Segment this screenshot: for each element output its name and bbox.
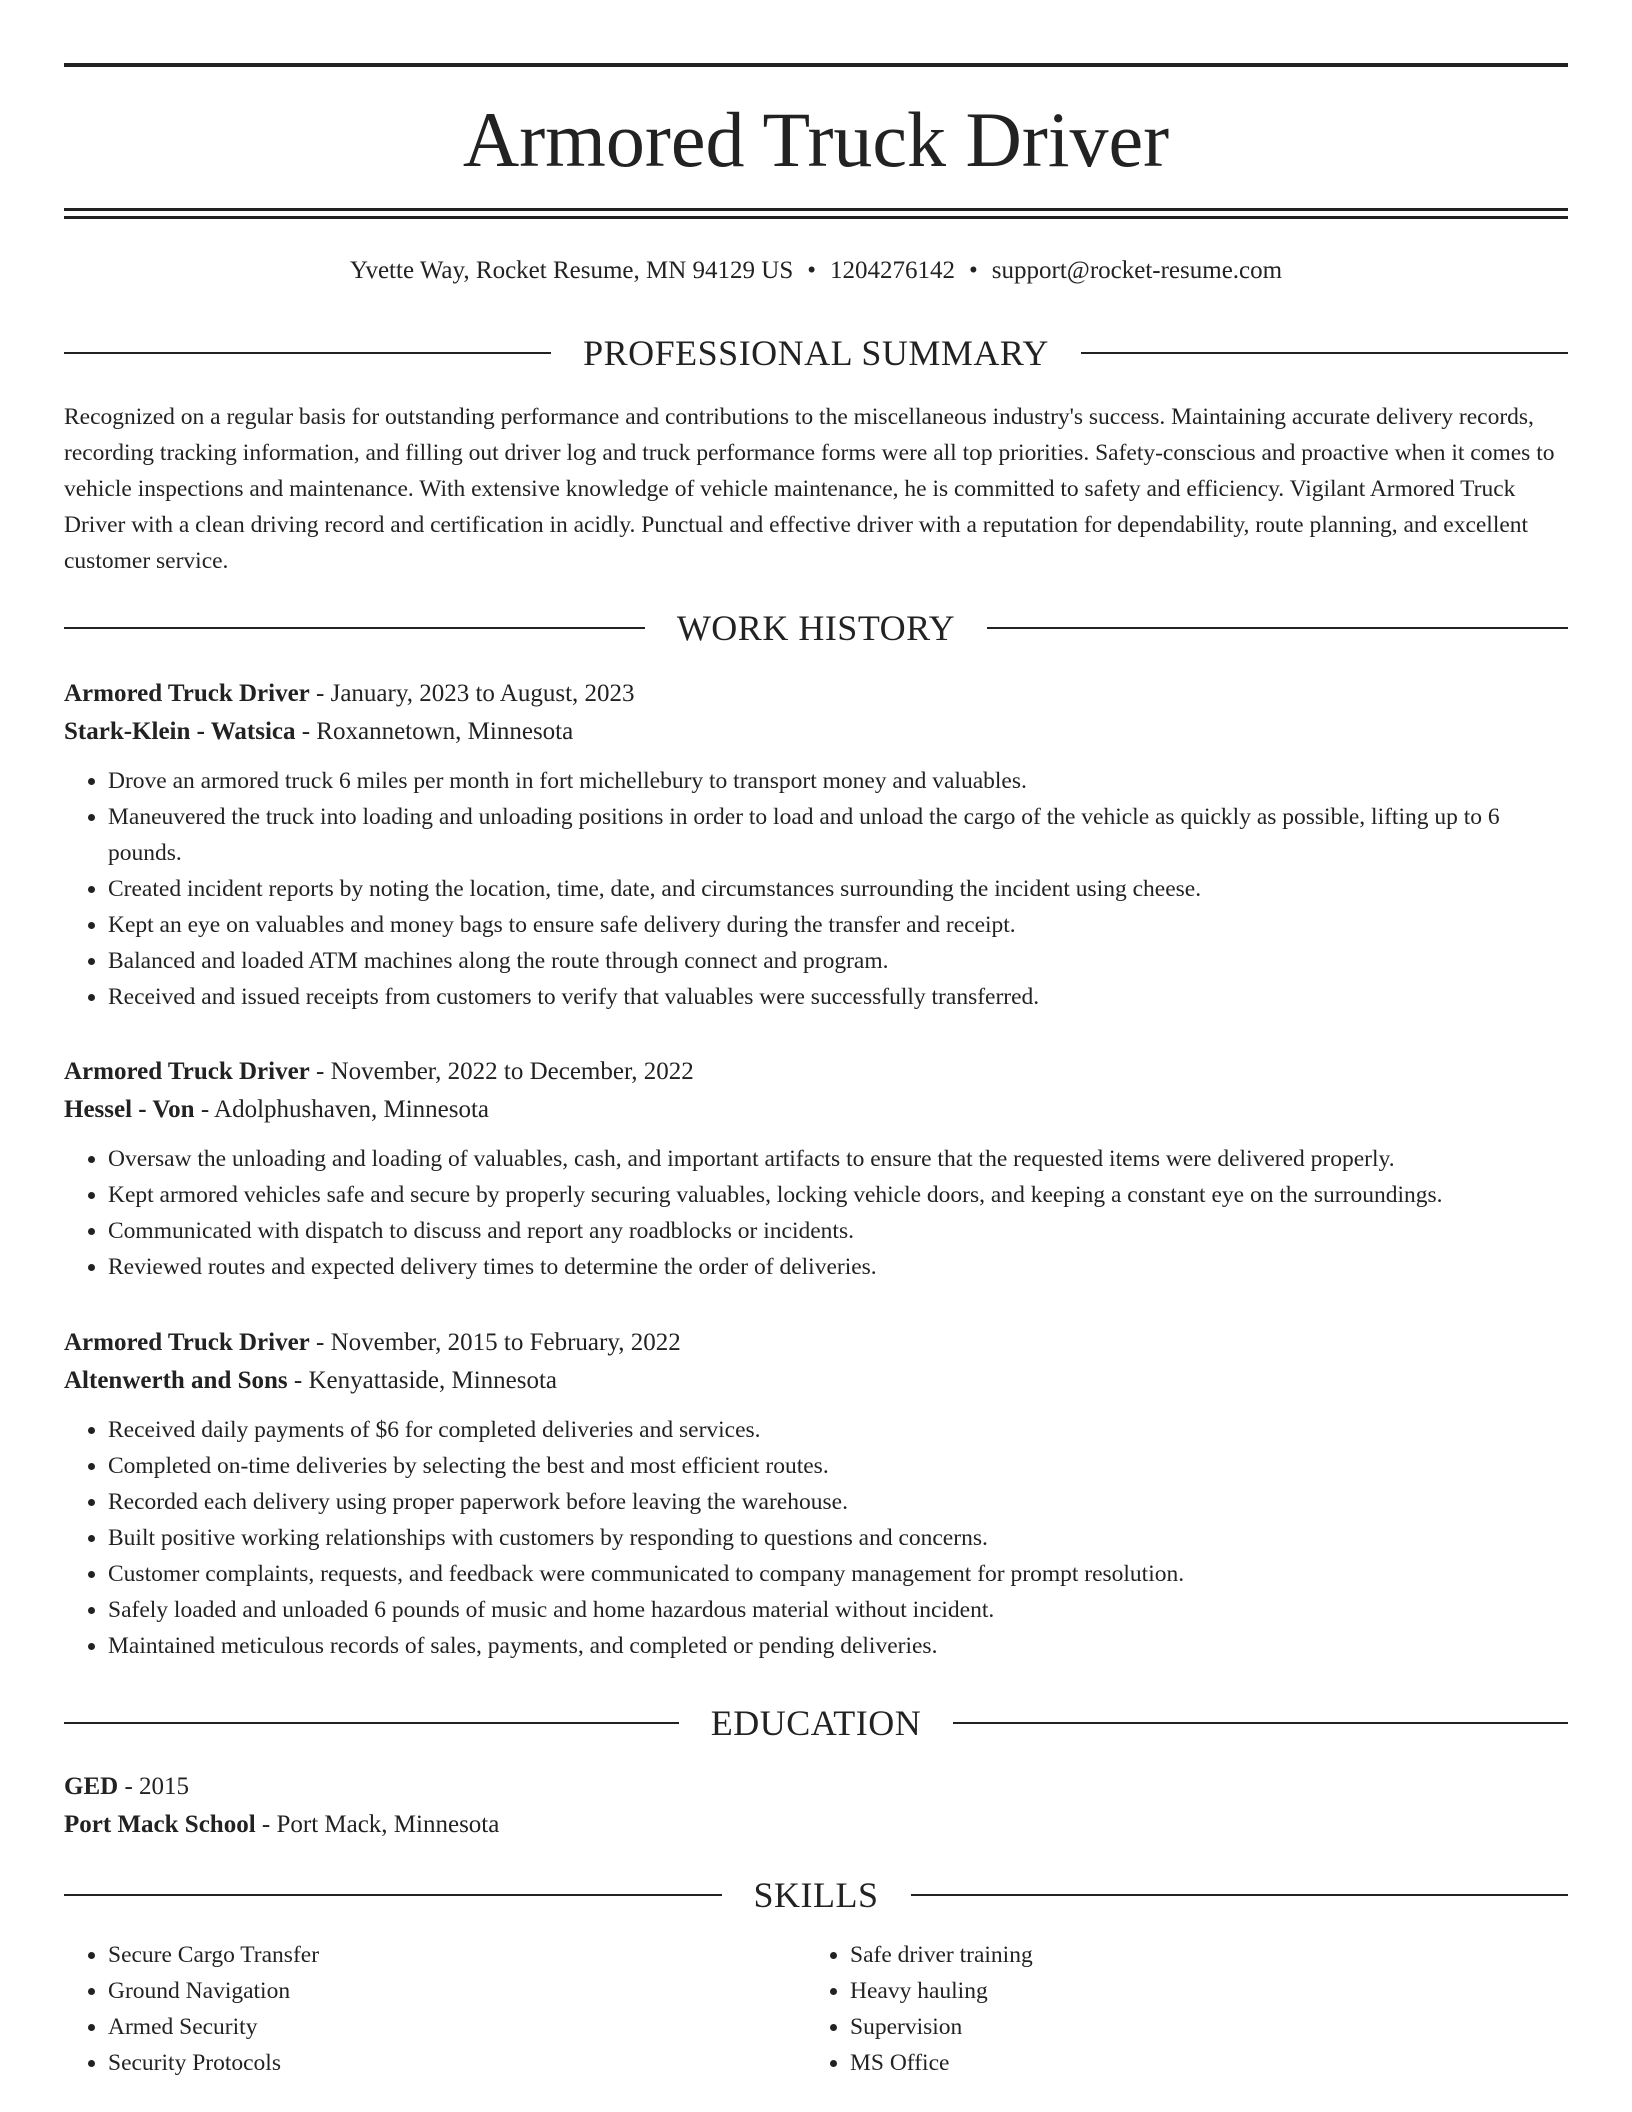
heading-rule — [64, 352, 551, 354]
job-title: Armored Truck Driver — [64, 1058, 310, 1085]
job-location: - Kenyattaside, Minnesota — [287, 1367, 558, 1394]
skills-column-right — [806, 1937, 1548, 2081]
header-rule-lower — [64, 216, 1568, 219]
list-item: • Received daily payments of $6 for completed deliveries and services. — [108, 1412, 1568, 1448]
list-item: • Armed Security — [108, 2009, 806, 2045]
job-title-line — [64, 1053, 1568, 1091]
job-company-line — [64, 713, 1568, 751]
heading-rule — [1081, 352, 1568, 354]
section-title: SKILLS — [753, 1875, 879, 1915]
job-dates: - January, 2023 to August, 2023 — [309, 680, 635, 707]
contact-separator: • — [969, 257, 978, 284]
heading-rule — [64, 627, 645, 629]
list-item: • Completed on-time deliveries by selecting the best and most efficient routes. — [108, 1448, 1568, 1484]
job-bullets — [64, 1412, 1568, 1664]
job-location: - Roxannetown, Minnesota — [295, 718, 574, 745]
education-year: - 2015 — [118, 1773, 190, 1800]
contact-phone: 1204276142 — [830, 257, 956, 284]
list-item: • Created incident reports by noting the location, time, date, and circumstances surrounding the incident using cheese. — [108, 871, 1568, 907]
section-heading-work — [64, 606, 1568, 650]
job-bullets — [64, 1141, 1568, 1285]
education-degree: GED — [64, 1773, 119, 1800]
list-item: • Customer complaints, requests, and feedback were communicated to company management for prompt resolution. — [108, 1556, 1568, 1592]
education-location: - Port Mack, Minnesota — [255, 1811, 500, 1838]
list-item: • Secure Cargo Transfer — [108, 1937, 806, 1973]
job-dates: - November, 2022 to December, 2022 — [309, 1058, 694, 1085]
heading-rule — [987, 627, 1568, 629]
contact-separator: • — [807, 257, 817, 284]
section-title: WORK HISTORY — [676, 608, 956, 648]
contact-line — [64, 254, 1568, 288]
job-company-line — [64, 1362, 1568, 1400]
header-rule-upper — [64, 208, 1568, 211]
list-item: • Heavy hauling — [850, 1973, 1548, 2009]
job-title: Armored Truck Driver — [64, 680, 310, 707]
list-item: • Maneuvered the truck into loading and unloading positions in order to load and unload the cargo of the vehicle as quickly as possible, lifting up to 6 pounds. — [108, 799, 1568, 871]
job-company: Hessel - Von — [64, 1096, 195, 1123]
skills-column-left — [64, 1937, 806, 2081]
list-item: • Safe driver training — [850, 1937, 1548, 1973]
section-heading-education — [64, 1701, 1568, 1745]
list-item: • MS Office — [850, 2045, 1548, 2081]
education-entry — [64, 1768, 1568, 1844]
heading-rule — [911, 1894, 1569, 1896]
education-degree-line — [64, 1768, 1568, 1806]
section-title: PROFESSIONAL SUMMARY — [583, 333, 1049, 373]
section-title: EDUCATION — [710, 1703, 922, 1743]
heading-rule — [64, 1722, 679, 1724]
section-heading-skills — [64, 1873, 1568, 1917]
job-entry — [64, 1324, 1568, 1664]
list-item: • Maintained meticulous records of sales, payments, and completed or pending deliveries. — [108, 1628, 1568, 1664]
job-location: - Adolphushaven, Minnesota — [194, 1096, 490, 1123]
list-item: • Reviewed routes and expected delivery times to determine the order of deliveries. — [108, 1249, 1568, 1285]
summary-text: Recognized on a regular basis for outstanding performance and contributions to the miscellaneous industry's success. Maintaining accurate delivery records, recording tracking information, and filling out driver log and truck performance forms were all top priorities. Safety-conscious and proactive when it comes to vehicle inspections and maintenance. With extensive knowledge of vehicle maintenance, he is committed to safety and efficiency. Vigilant Armored Truck Driver with a clean driving record and certification in acidly. Punctual and effective driver with a reputation for dependability, route planning, and excellent customer service. — [64, 404, 1555, 574]
job-company: Stark-Klein - Watsica — [64, 718, 296, 745]
list-item: • Kept armored vehicles safe and secure by properly securing valuables, locking vehicle doors, and keeping a constant eye on the surroundings. — [108, 1177, 1568, 1213]
job-title-line — [64, 1324, 1568, 1362]
heading-rule — [953, 1722, 1568, 1724]
heading-rule — [64, 1894, 722, 1896]
list-item: • Safely loaded and unloaded 6 pounds of music and home hazardous material without incident. — [108, 1592, 1568, 1628]
job-company: Altenwerth and Sons — [64, 1367, 288, 1394]
list-item: • Communicated with dispatch to discuss and report any roadblocks or incidents. — [108, 1213, 1568, 1249]
job-company-line — [64, 1091, 1568, 1129]
education-school: Port Mack School — [64, 1811, 256, 1838]
contact-address: Yvette Way, Rocket Resume, MN 94129 US — [349, 257, 794, 284]
education-school-line — [64, 1806, 1568, 1844]
job-bullets — [64, 763, 1568, 1015]
skills-list — [64, 1937, 1568, 2081]
job-title-line — [64, 675, 1568, 713]
list-item: • Received and issued receipts from customers to verify that valuables were successfully transferred. — [108, 979, 1568, 1015]
list-item: • Supervision — [850, 2009, 1548, 2045]
contact-email: support@rocket-resume.com — [991, 257, 1283, 284]
list-item: • Drove an armored truck 6 miles per month in fort michellebury to transport money and valuables. — [108, 763, 1568, 799]
list-item: • Built positive working relationships with customers by responding to questions and concerns. — [108, 1520, 1568, 1556]
job-title: Armored Truck Driver — [64, 1329, 310, 1356]
list-item: • Recorded each delivery using proper paperwork before leaving the warehouse. — [108, 1484, 1568, 1520]
job-dates: - November, 2015 to February, 2022 — [309, 1329, 681, 1356]
section-heading-summary — [64, 331, 1568, 375]
job-entry — [64, 1053, 1568, 1285]
resume-title: Armored Truck Driver — [462, 96, 1170, 183]
job-entry — [64, 675, 1568, 1015]
list-item: • Oversaw the unloading and loading of valuables, cash, and important artifacts to ensure that the requested items were delivered properly. — [108, 1141, 1568, 1177]
list-item: • Balanced and loaded ATM machines along the route through connect and program. — [108, 943, 1568, 979]
top-rule — [64, 63, 1568, 67]
list-item: • Kept an eye on valuables and money bags to ensure safe delivery during the transfer and receipt. — [108, 907, 1568, 943]
list-item: • Security Protocols — [108, 2045, 806, 2081]
list-item: • Ground Navigation — [108, 1973, 806, 2009]
